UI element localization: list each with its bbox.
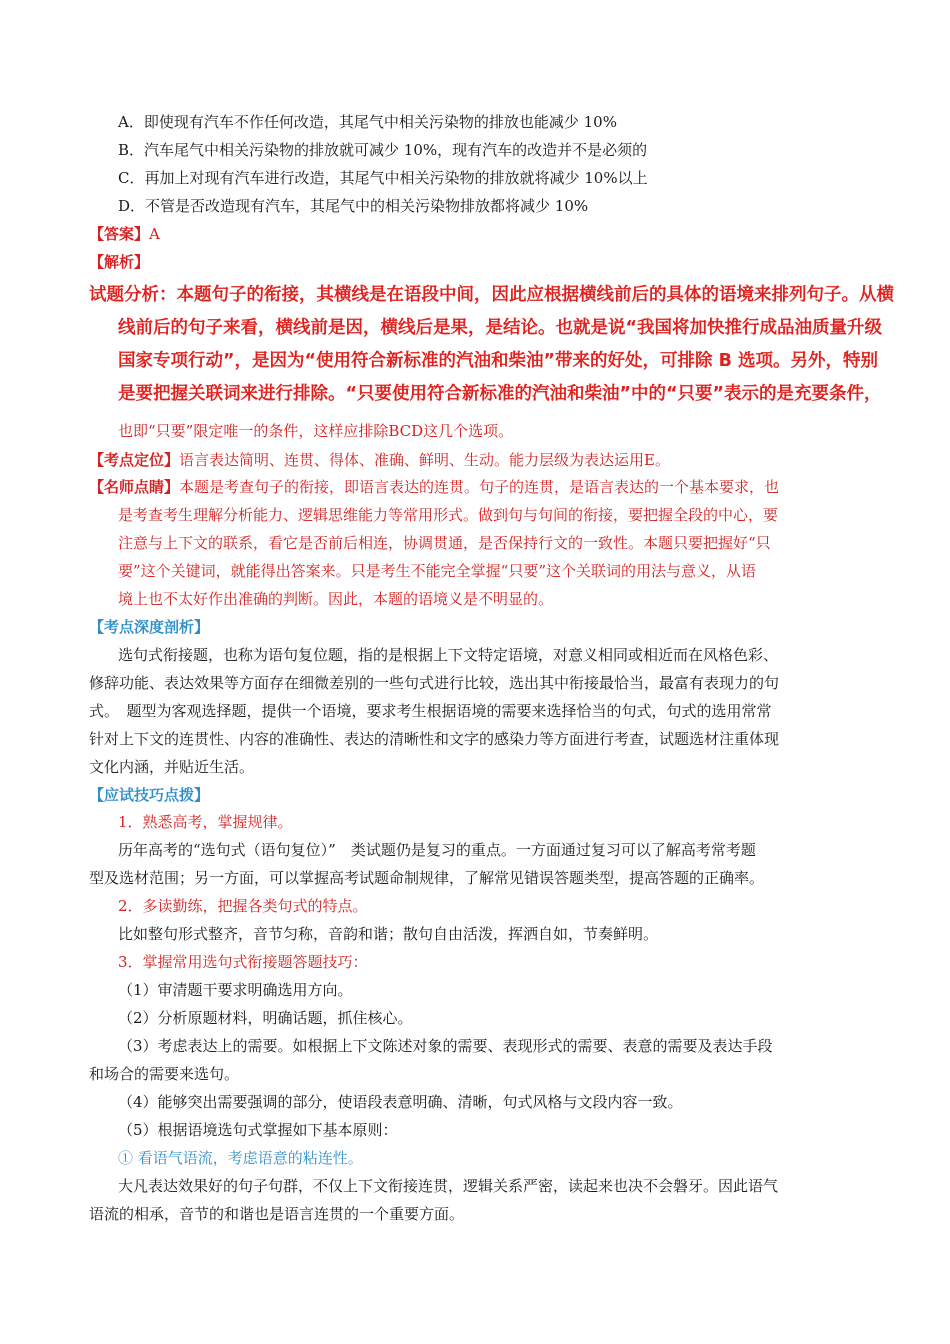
jiqiao-step-5: （5）根据语境选句式掌握如下基本原则： <box>118 1121 398 1139</box>
analysis-line-3: 国家专项行动”，是因为“使用符合新标准的汽油和柴油”带来的好处，可排除 B 选项。另外，特别 <box>118 351 879 371</box>
kaodian-line <box>89 450 670 470</box>
jiqiao-sub-1: ① 看语气语流，考虑语意的粘连性。 <box>118 1149 363 1167</box>
jiqiao-p1-line-2: 型及选材范围；另一方面，可以掌握高考试题命制规律，了解常见错误答题类型，提高答题的正确率。 <box>89 869 765 887</box>
shendu-line-4: 针对上下文的连贯性、内容的准确性、表达的清晰性和文字的感染力等方面进行考查，试题选材注重体现 <box>89 730 780 748</box>
mingshi-line-2: 是考查考生理解分析能力、逻辑思维能力等常用形式。做到句与句间的衔接，要把握全段的中心，要 <box>118 506 779 524</box>
shendu-line-1: 选句式衔接题，也称为语句复位题，指的是根据上下文特定语境，对意义相同或相近而在风格色彩、 <box>118 646 779 664</box>
jiqiao-step-1: （1）审清题干要求明确选用方向。 <box>118 981 353 999</box>
jiqiao-heading-3: 3．掌握常用选句式衔接题答题技巧： <box>118 953 368 971</box>
jiqiao-p3-line-1: 大凡表达效果好的句子句群，不仅上下文衔接连贯，逻辑关系严密，读起来也决不会磐牙。因此语气 <box>118 1177 779 1195</box>
jiqiao-p2: 比如整句形式整齐，音节匀称，音韵和谐；散句自由活泼，挥洒自如，节奏鲜明。 <box>118 925 659 943</box>
answer-label: 【答案】 <box>89 225 150 243</box>
mingshi-line-3: 注意与上下文的联系，看它是否前后相连，协调贯通，是否保持行文的一致性。本题只要把握好“只 <box>118 534 771 552</box>
jiqiao-step-2: （2）分析原题材料，明确话题，抓住核心。 <box>118 1009 413 1027</box>
jiqiao-p3-line-2: 语流的相承，音节的和谐也是语言连贯的一个重要方面。 <box>89 1205 465 1223</box>
shendu-heading: 【考点深度剖析】 <box>89 618 210 636</box>
analysis-line-5: 也即“只要”限定唯一的条件，这样应排除BCD这几个选项。 <box>118 422 514 440</box>
jiqiao-step-3-line-1: （3）考虑表达上的需要。如根据上下文陈述对象的需要、表现形式的需要、表意的需要及表达手段 <box>118 1037 773 1055</box>
answer-line <box>89 224 160 244</box>
jiqiao-heading-1: 1．熟悉高考，掌握规律。 <box>118 813 293 831</box>
option-a: A．即使现有汽车不作任何改造，其尾气中相关污染物的排放也能减少 10% <box>118 113 617 131</box>
analysis-line-1: 试题分析：本题句子的衔接，其横线是在语段中间，因此应根据横线前后的具体的语境来排列句子。从横 <box>89 285 894 305</box>
option-d: D．不管是否改造现有汽车，其尾气中的相关污染物排放都将减少 10% <box>118 197 589 215</box>
jiqiao-heading: 【应试技巧点拨】 <box>89 786 210 804</box>
option-b: B．汽车尾气中相关污染物的排放就可减少 10%，现有汽车的改造并不是必须的 <box>118 141 648 159</box>
shendu-line-3: 式。 题型为客观选择题，提供一个语境，要求考生根据语境的需要来选择恰当的句式，句式的选用常常 <box>89 702 772 720</box>
option-c: C．再加上对现有汽车进行改造，其尾气中相关污染物的排放就将减少 10%以上 <box>118 169 648 187</box>
mingshi-line-1 <box>89 477 779 497</box>
mingshi-label: 【名师点睛】 <box>89 478 180 496</box>
shendu-line-5: 文化内涵，并贴近生活。 <box>89 758 255 776</box>
mingshi-text-1: 本题是考查句子的衔接，即语言表达的连贯。句子的连贯，是语言表达的一个基本要求，也 <box>179 478 780 496</box>
mingshi-line-5: 境上也不太好作出准确的判断。因此，本题的语境义是不明显的。 <box>118 590 554 608</box>
analysis-line-2: 线前后的句子来看，横线前是因，横线后是果，是结论。也就是说“我国将加快推行成品油质量升级 <box>118 318 882 338</box>
analysis-line-4: 是要把握关联词来进行排除。“只要使用符合新标准的汽油和柴油”中的“只要”表示的是充要条件， <box>118 384 882 404</box>
mingshi-line-4: 要”这个关键词，就能得出答案来。只是考生不能完全掌握“只要”这个关联词的用法与意义，从语 <box>118 562 757 580</box>
jiqiao-step-4: （4）能够突出需要强调的部分，使语段表意明确、清晰，句式风格与文段内容一致。 <box>118 1093 683 1111</box>
shendu-line-2: 修辞功能、表达效果等方面存在细微差别的一些句式进行比较，选出其中衔接最恰当，最富有表现力的句 <box>89 674 780 692</box>
kaodian-text: 语言表达简明、连贯、得体、准确、鲜明、生动。能力层级为表达运用E。 <box>179 451 670 469</box>
answer-value: A <box>149 225 160 243</box>
jiqiao-step-3-line-2: 和场合的需要来选句。 <box>89 1065 240 1083</box>
analysis-label: 【解析】 <box>89 253 150 271</box>
kaodian-label: 【考点定位】 <box>89 451 180 469</box>
jiqiao-heading-2: 2．多读勤练，把握各类句式的特点。 <box>118 897 368 915</box>
jiqiao-p1-line-1: 历年高考的“选句式（语句复位）” 类试题仍是复习的重点。一方面通过复习可以了解高考常考题 <box>118 841 756 859</box>
